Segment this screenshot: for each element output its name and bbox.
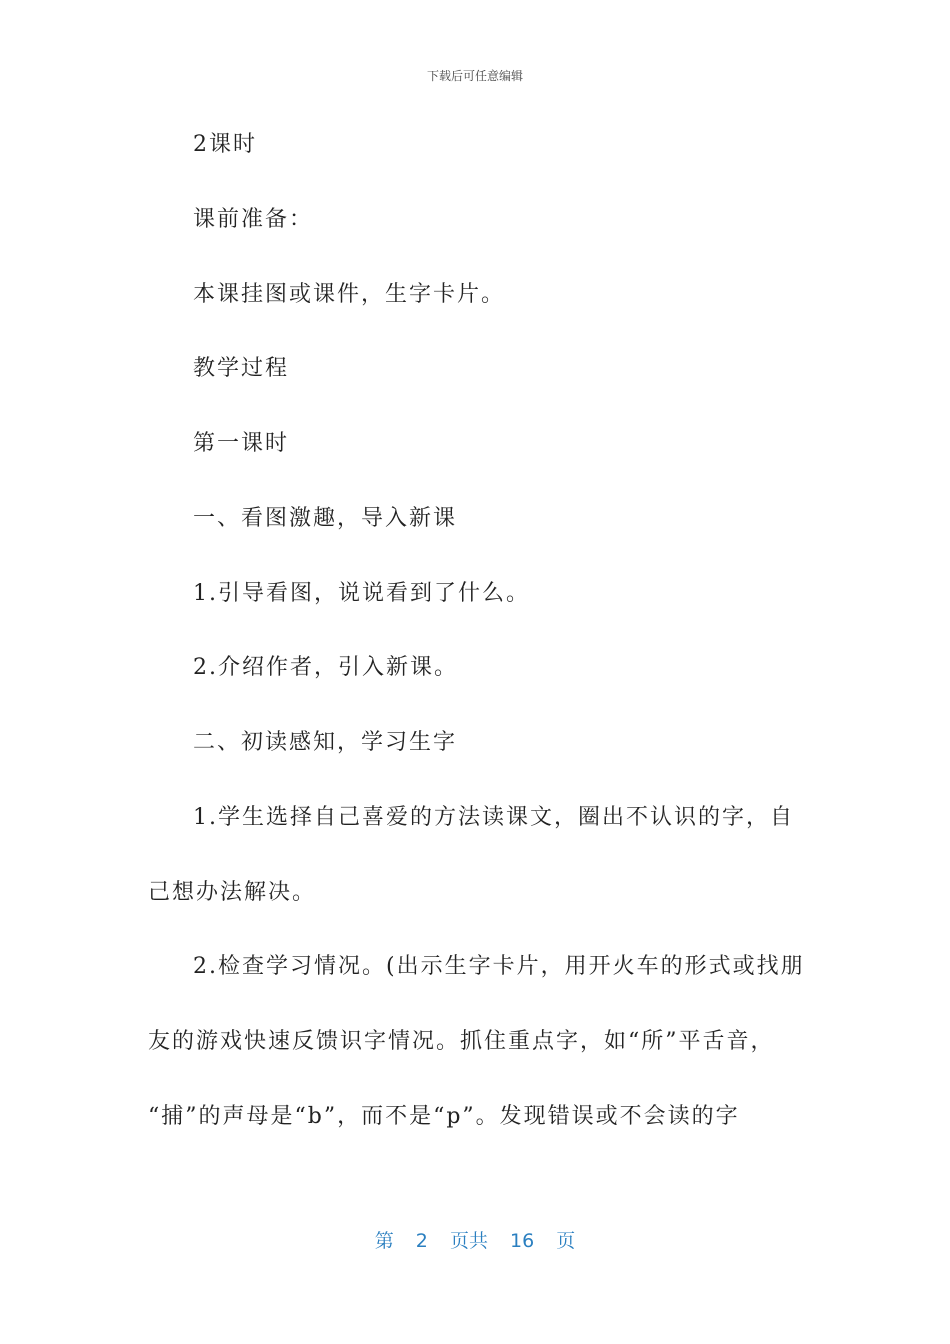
text-line: 一、看图激趣，导入新课 bbox=[193, 506, 458, 531]
text-line: 2.检查学习情况。(出示生字卡片，用开火车的形式或找朋 bbox=[193, 954, 805, 979]
text-line: 2.介绍作者，引入新课。 bbox=[193, 655, 458, 680]
text-line: 1.引导看图，说说看到了什么。 bbox=[193, 581, 530, 606]
text-line: 课前准备： bbox=[193, 207, 314, 232]
page-footer bbox=[0, 1226, 950, 1253]
text-line: “捕”的声母是“b”，而不是“p”。发现错误或不会读的字 bbox=[148, 1104, 740, 1129]
text-line: 第一课时 bbox=[193, 431, 290, 456]
footer-prefix: 第 bbox=[374, 1230, 394, 1252]
footer-middle: 页共 bbox=[449, 1230, 488, 1252]
page-header: 下载后可任意编辑 bbox=[426, 69, 523, 83]
text-line: 教学过程 bbox=[193, 356, 290, 381]
text-line: 友的游戏快速反馈识字情况。抓住重点字，如“所”平舌音， bbox=[148, 1029, 775, 1054]
footer-suffix: 页 bbox=[556, 1230, 576, 1252]
text-line: 本课挂图或课件，生字卡片。 bbox=[193, 282, 506, 307]
footer-current-page: 2 bbox=[415, 1230, 428, 1252]
text-line: 2课时 bbox=[193, 132, 257, 157]
footer-total-pages: 16 bbox=[510, 1230, 535, 1252]
text-line: 二、初读感知，学习生字 bbox=[193, 730, 458, 755]
text-line: 1.学生选择自己喜爱的方法读课文，圈出不认识的字，自 bbox=[193, 805, 794, 830]
text-line: 己想办法解决。 bbox=[148, 880, 317, 905]
